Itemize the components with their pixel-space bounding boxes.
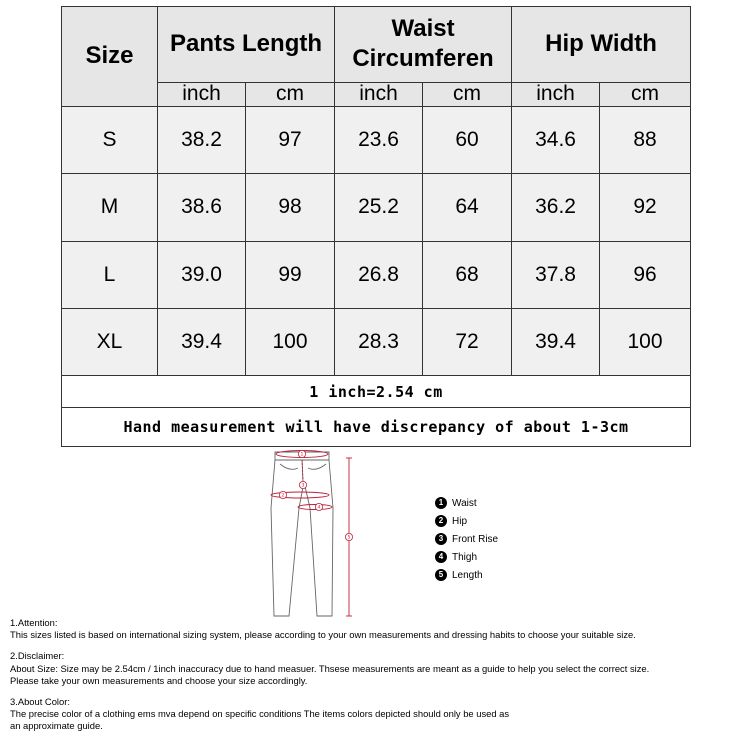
- note-title: 2.Disclaimer:: [10, 650, 65, 662]
- legend-item: [435, 530, 498, 548]
- size-chart-table: [61, 6, 691, 447]
- legend-label: Length: [452, 569, 483, 581]
- marker-4-label: 4: [317, 505, 321, 511]
- value-cell: 36.2: [512, 174, 600, 241]
- pants-length-header: Pants Length: [158, 7, 335, 83]
- pants-outline: [271, 452, 333, 616]
- value-cell: 72: [423, 309, 512, 376]
- unit-cell: cm: [246, 82, 335, 106]
- value-cell: 38.6: [158, 174, 246, 241]
- value-cell: 88: [600, 106, 691, 173]
- size-cell: M: [62, 174, 158, 241]
- value-cell: 60: [423, 106, 512, 173]
- legend-item: [435, 566, 498, 584]
- marker-3-label: 3: [301, 483, 305, 489]
- value-cell: 99: [246, 241, 335, 308]
- marker-5-label: 5: [347, 535, 351, 541]
- value-cell: 34.6: [512, 106, 600, 173]
- legend-item: [435, 494, 498, 512]
- value-cell: 23.6: [335, 106, 423, 173]
- waist-header: Waist Circumferen: [335, 7, 512, 83]
- header-row: [62, 7, 691, 83]
- unit-cell: inch: [512, 82, 600, 106]
- note-line: The precise color of a clothing ems mva depend on specific conditions The items colors depicted should only be used as: [10, 708, 510, 720]
- disclaimer-note: [10, 650, 745, 687]
- hip-header: Hip Width: [512, 7, 691, 83]
- note-title: 1.Attention:: [10, 617, 58, 628]
- size-cell: XL: [62, 309, 158, 376]
- value-cell: 100: [600, 309, 691, 376]
- measurement-legend: [435, 494, 498, 584]
- note-title: 3.About Color:: [10, 696, 70, 708]
- unit-cell: cm: [600, 82, 691, 106]
- value-cell: 97: [246, 106, 335, 173]
- note-line: an approximate guide.: [10, 720, 103, 732]
- unit-cell: inch: [335, 82, 423, 106]
- number-3-icon: 3: [435, 533, 447, 545]
- legend-item: [435, 548, 498, 566]
- value-cell: 68: [423, 241, 512, 308]
- marker-2-label: 2: [281, 493, 285, 499]
- notes-section: [10, 617, 745, 742]
- size-cell: S: [62, 106, 158, 173]
- size-header: Size: [62, 7, 158, 107]
- discrepancy-note: Hand measurement will have discrepancy of about 1-3cm: [62, 407, 691, 446]
- number-1-icon: 1: [435, 497, 447, 509]
- note-line: About Size: Size may be 2.54cm / 1inch inaccuracy due to hand measuer. Thsese measurements are meant as a guide to help you select the correct size.: [10, 662, 650, 674]
- marker-1-label: 1: [300, 452, 304, 458]
- conversion-row: [62, 376, 691, 407]
- attention-note: [10, 617, 745, 641]
- color-note: [10, 696, 745, 733]
- number-5-icon: 5: [435, 569, 447, 581]
- value-cell: 96: [600, 241, 691, 308]
- value-cell: 39.4: [158, 309, 246, 376]
- note-line: Please take your own measurements and choose your size accordingly.: [10, 674, 308, 686]
- value-cell: 39.4: [512, 309, 600, 376]
- value-cell: 64: [423, 174, 512, 241]
- legend-label: Thigh: [452, 551, 478, 563]
- value-cell: 25.2: [335, 174, 423, 241]
- value-cell: 38.2: [158, 106, 246, 173]
- value-cell: 98: [246, 174, 335, 241]
- legend-label: Waist: [452, 497, 477, 509]
- table-row: [62, 174, 691, 241]
- number-2-icon: 2: [435, 515, 447, 527]
- size-cell: L: [62, 241, 158, 308]
- value-cell: 39.0: [158, 241, 246, 308]
- legend-label: Front Rise: [452, 533, 499, 545]
- value-cell: 92: [600, 174, 691, 241]
- value-cell: 37.8: [512, 241, 600, 308]
- discrepancy-row: [62, 407, 691, 446]
- note-line: This sizes listed is based on international sizing system, please according to your own measurements and dressing habits to choose your suitable size.: [10, 629, 636, 641]
- conversion-note: 1 inch=2.54 cm: [62, 376, 691, 407]
- table-row: [62, 106, 691, 173]
- value-cell: 28.3: [335, 309, 423, 376]
- legend-label: Hip: [452, 515, 468, 527]
- value-cell: 26.8: [335, 241, 423, 308]
- table-row: [62, 241, 691, 308]
- legend-item: [435, 512, 498, 530]
- pants-measurement-diagram: [262, 450, 362, 620]
- unit-cell: cm: [423, 82, 512, 106]
- unit-cell: inch: [158, 82, 246, 106]
- number-4-icon: 4: [435, 551, 447, 563]
- value-cell: 100: [246, 309, 335, 376]
- table-row: [62, 309, 691, 376]
